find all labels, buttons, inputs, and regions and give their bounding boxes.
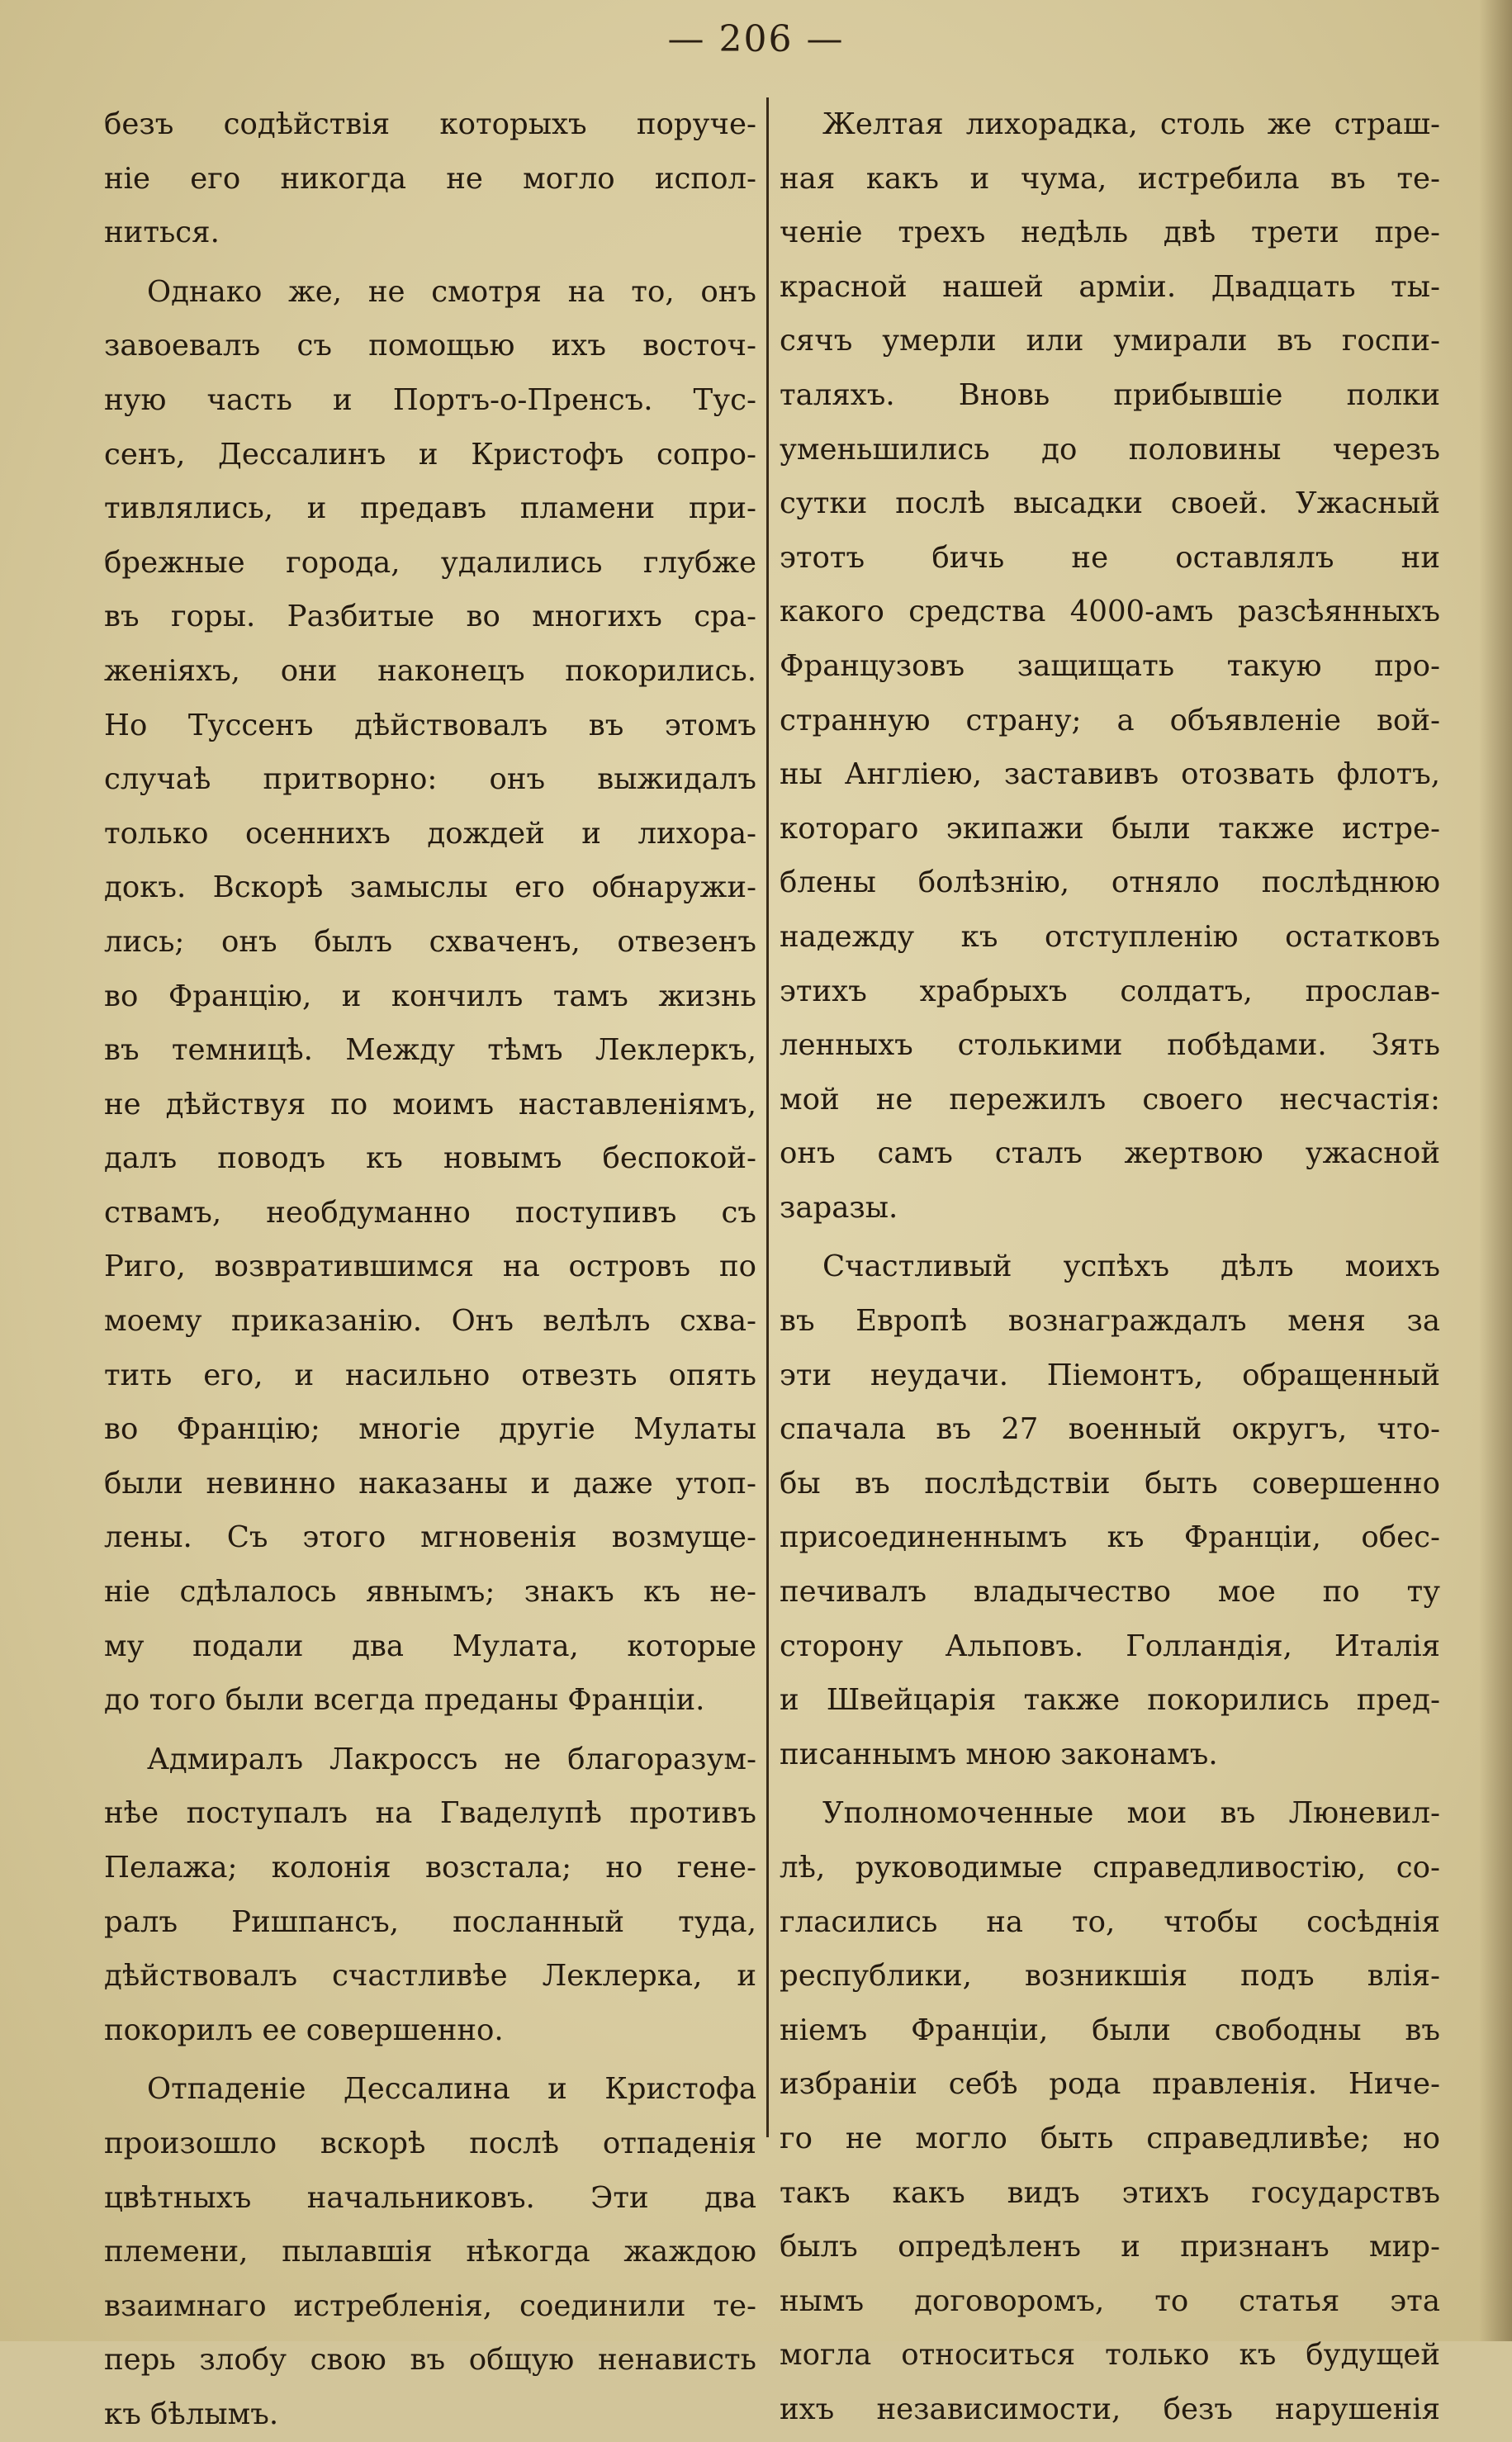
text-line: присоединеннымъ къ Франціи, обес- — [780, 1520, 1440, 1555]
text-line: Риго, возвратившимся на островъ по — [104, 1249, 756, 1284]
text-line: женіяхъ, они наконецъ покорились. — [104, 653, 756, 688]
text-line: ихъ независимости, безъ нарушенія — [780, 2392, 1440, 2426]
text-line: ная какъ и чума, истребила въ те- — [780, 161, 1440, 196]
text-line: надежду къ отступленію остатковъ — [780, 919, 1440, 954]
text-line: въ темницѣ. Между тѣмъ Леклеркъ, — [104, 1033, 756, 1068]
text-line: котораго экипажи были также истре- — [780, 811, 1440, 846]
text-line: въ горы. Разбитые во многихъ сра- — [104, 600, 756, 634]
page-edge-shadow — [1479, 0, 1512, 2341]
text-line: ченіе трехъ недѣль двѣ трети пре- — [780, 216, 1440, 250]
text-line: печивалъ владычество мое по ту — [780, 1575, 1440, 1610]
text-line: нымъ договоромъ, то статья эта — [780, 2283, 1440, 2318]
text-line: сутки послѣ высадки своей. Ужасный — [780, 486, 1440, 521]
paragraph — [104, 2062, 756, 2441]
text-line: Однако же, не смотря на то, онъ — [147, 274, 756, 309]
text-line: Французовъ защищать такую про- — [780, 648, 1440, 683]
text-line: красной нашей арміи. Двадцать ты- — [780, 269, 1440, 304]
text-line: дѣйствовалъ счастливѣе Леклерка, и — [104, 1959, 756, 1994]
text-line: такъ какъ видъ этихъ государствъ — [780, 2175, 1440, 2210]
paragraph — [104, 265, 756, 1728]
text-line: лѣ, руководимые справедливостію, со- — [780, 1851, 1440, 1885]
text-line: безъ содѣйствія которыхъ поруче- — [104, 107, 756, 141]
text-line: Пелажа; колонія возстала; но гене- — [104, 1851, 756, 1885]
text-line: покорилъ ее совершенно. — [104, 2013, 504, 2047]
text-line: эти неудачи. Піемонтъ, обращенный — [780, 1358, 1440, 1392]
column-divider — [766, 97, 769, 2137]
text-line: могла относиться только къ будущей — [780, 2338, 1440, 2373]
text-line: племени, пылавшія нѣкогда жаждою — [104, 2235, 756, 2269]
text-line: лены. Съ этого мгновенія возмуще- — [104, 1520, 756, 1555]
paragraph — [780, 1786, 1440, 2436]
text-line: гласились на то, чтобы сосѣднія — [780, 1904, 1440, 1939]
page-number: — 206 — — [667, 18, 845, 60]
text-line: мой не пережилъ своего несчастія: — [780, 1082, 1440, 1117]
text-line: брежные города, удалились глубже — [104, 545, 756, 580]
text-line: ны Англіею, заставивъ отозвать флотъ, — [780, 757, 1440, 792]
text-line: бы въ послѣдствіи быть совершенно — [780, 1466, 1440, 1501]
text-line: онъ самъ сталъ жертвою ужасной — [780, 1136, 1440, 1171]
text-line: му подали два Мулата, которые — [104, 1629, 756, 1663]
text-line: цвѣтныхъ начальниковъ. Эти два — [104, 2180, 756, 2215]
text-line: спачала въ 27 военный округъ, что- — [780, 1412, 1440, 1447]
paragraph — [104, 1733, 756, 2058]
text-line: Отпаденіе Дессалина и Кристофа — [147, 2072, 756, 2107]
text-line: моему приказанію. Онъ велѣлъ схва- — [104, 1304, 756, 1339]
text-line: сторону Альповъ. Голландія, Италія — [780, 1629, 1440, 1663]
paragraph — [780, 97, 1440, 1235]
text-line: таляхъ. Вновь прибывшіе полки — [780, 377, 1440, 412]
text-line: произошло вскорѣ послѣ отпаденія — [104, 2126, 756, 2160]
text-line: нѣе поступалъ на Гваделупѣ противъ — [104, 1796, 756, 1831]
text-line: докъ. Вскорѣ замыслы его обнаружи- — [104, 870, 756, 905]
text-line: ниться. — [104, 216, 220, 250]
text-line: далъ поводъ къ новымъ беспокой- — [104, 1141, 756, 1176]
paragraph — [780, 1240, 1440, 1781]
text-line: былъ опредѣленъ и признанъ мир- — [780, 2230, 1440, 2264]
text-line: заразы. — [780, 1190, 898, 1225]
text-line: въ Европѣ вознаграждалъ меня за — [780, 1304, 1440, 1339]
text-line: тить его, и насильно отвезть опять — [104, 1358, 756, 1392]
text-line: ніе сдѣлалось явнымъ; знакъ къ не- — [104, 1575, 756, 1610]
text-line: писаннымъ мною законамъ. — [780, 1737, 1218, 1771]
right-column — [780, 97, 1440, 2426]
text-line: ніе его никогда не могло испол- — [104, 161, 756, 196]
text-line: ралъ Ришпансъ, посланный туда, — [104, 1904, 756, 1939]
text-line: только осеннихъ дождей и лихора- — [104, 816, 756, 851]
text-line: завоевалъ съ помощью ихъ восточ- — [104, 329, 756, 363]
text-line: Адмиралъ Лакроссъ не благоразум- — [147, 1742, 756, 1776]
text-line: и Швейцарія также покорились пред- — [780, 1683, 1440, 1718]
text-line: не дѣйствуя по моимъ наставленіямъ, — [104, 1087, 756, 1121]
text-line: ную часть и Портъ-о-Пренсъ. Тус- — [104, 382, 756, 417]
text-line: ленныхъ столькими побѣдами. Зять — [780, 1028, 1440, 1063]
paragraph — [104, 97, 756, 260]
text-line: Счастливый успѣхъ дѣлъ моихъ — [822, 1249, 1440, 1284]
text-line: перь злобу свою въ общую ненависть — [104, 2343, 756, 2378]
text-line: во Францію, и кончилъ тамъ жизнь — [104, 979, 756, 1013]
text-line: блены болѣзнію, отняло послѣднюю — [780, 865, 1440, 900]
left-column — [104, 97, 756, 2431]
text-line: ствамъ, необдуманно поступивъ съ — [104, 1195, 756, 1230]
text-line: во Францію; многіе другіе Мулаты — [104, 1412, 756, 1447]
text-line: республики, возникшія подъ влія- — [780, 1959, 1440, 1994]
text-line: Уполномоченные мои въ Люневил- — [822, 1796, 1440, 1831]
text-line: сенъ, Дессалинъ и Кристофъ сопро- — [104, 437, 756, 472]
text-line: ніемъ Франціи, были свободны въ — [780, 2013, 1440, 2047]
text-line: лись; онъ былъ схваченъ, отвезенъ — [104, 924, 756, 959]
text-line: сячъ умерли или умирали въ госпи- — [780, 324, 1440, 358]
text-line: уменьшились до половины черезъ — [780, 432, 1440, 467]
text-line: этихъ храбрыхъ солдатъ, прослав- — [780, 974, 1440, 1008]
text-line: Но Туссенъ дѣйствовалъ въ этомъ — [104, 708, 756, 742]
text-line: го не могло быть справедливѣе; но — [780, 2121, 1440, 2155]
text-line: избраніи себѣ рода правленія. Ниче- — [780, 2067, 1440, 2102]
text-line: этотъ бичь не оставлялъ ни — [780, 540, 1440, 575]
text-line: до того были всегда преданы Франціи. — [104, 1683, 705, 1718]
text-line: странную страну; а объявленіе вой- — [780, 703, 1440, 737]
text-line: къ бѣлымъ. — [104, 2397, 279, 2431]
text-line: тивлялись, и предавъ пламени при- — [104, 491, 756, 526]
text-line: Желтая лихорадка, столь же страш- — [822, 107, 1440, 141]
text-line: были невинно наказаны и даже утоп- — [104, 1466, 756, 1501]
text-line: какого средства 4000-амъ разсѣянныхъ — [780, 595, 1440, 629]
text-line: случаѣ притворно: онъ выжидалъ — [104, 762, 756, 797]
text-line: взаимнаго истребленія, соединили те- — [104, 2288, 756, 2323]
